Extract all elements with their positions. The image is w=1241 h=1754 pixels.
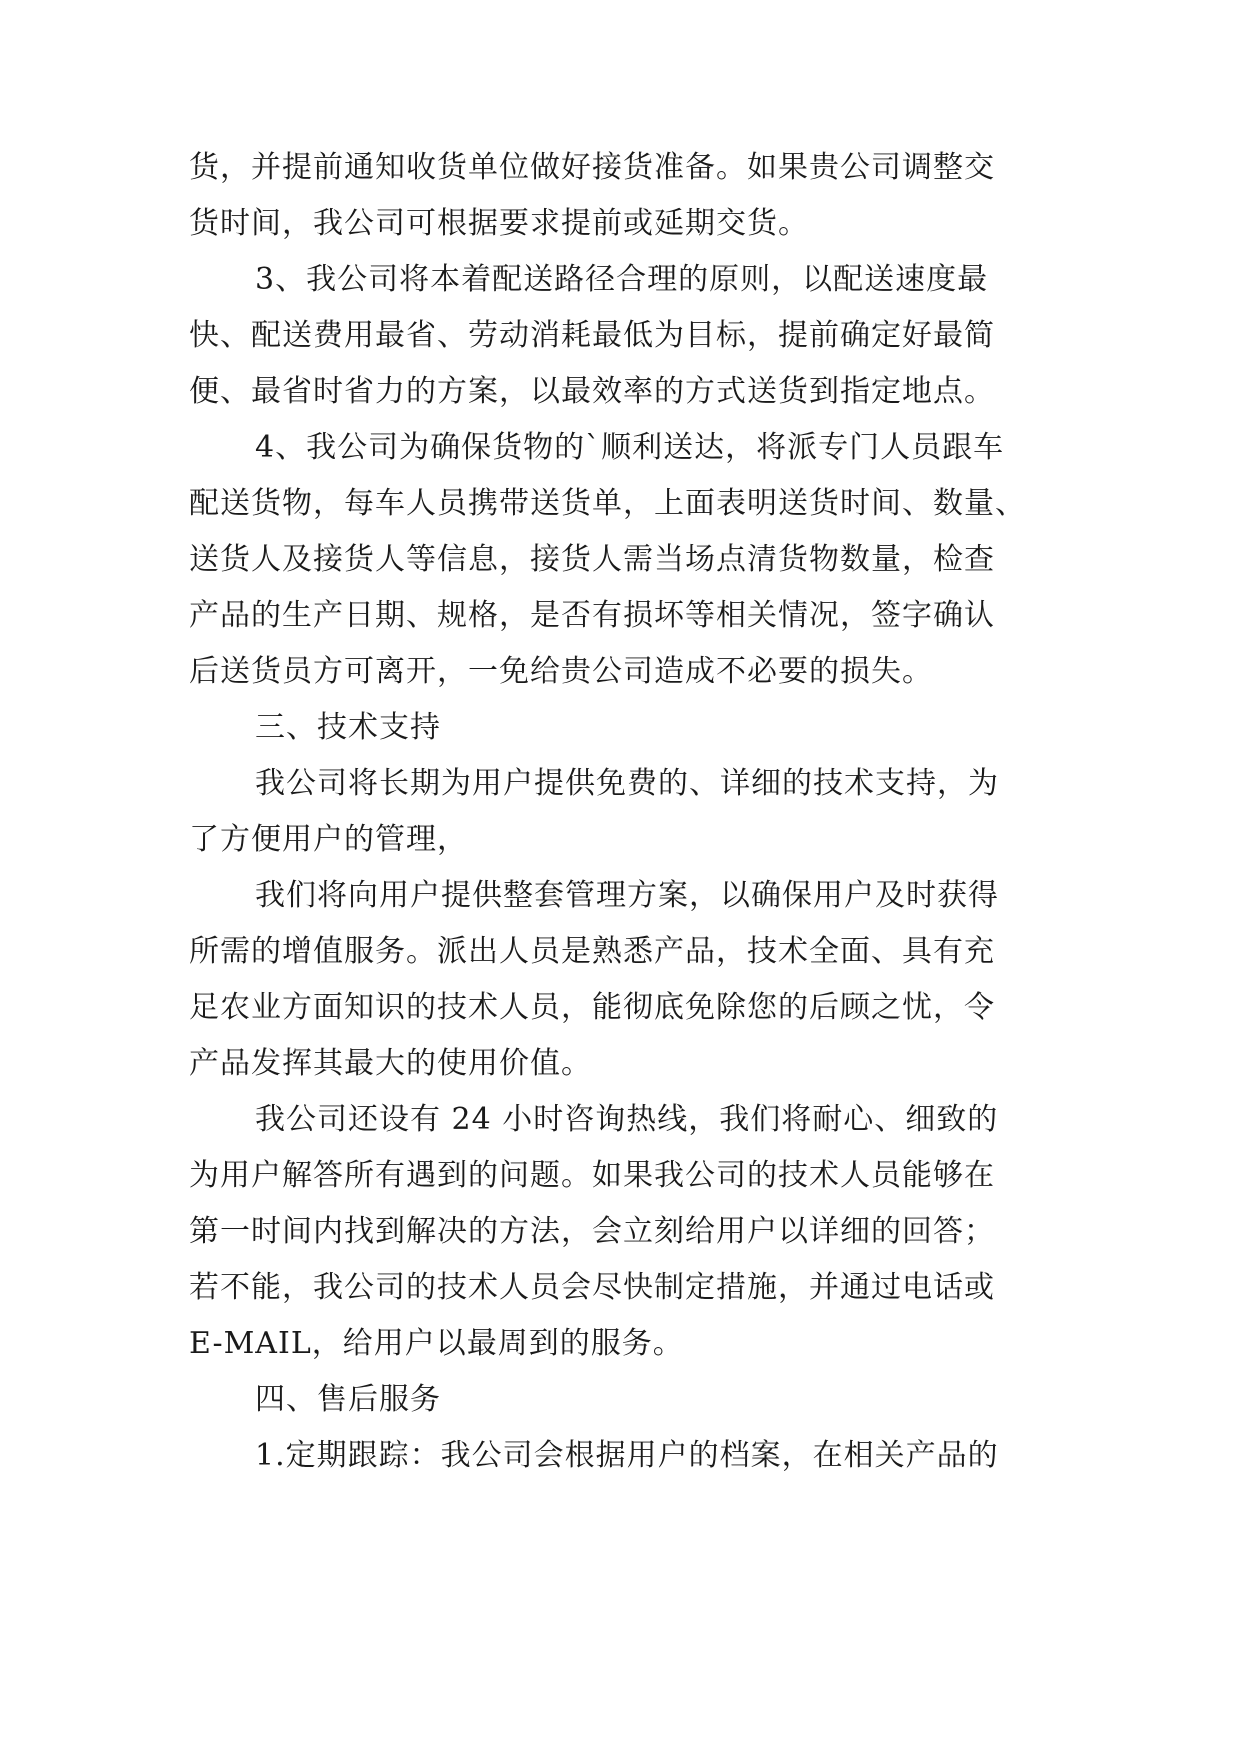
text-line-18: 我公司还设有 24 小时咨询热线，我们将耐心、细致的 xyxy=(255,1102,999,1137)
text-line-15: 所需的增值服务。派出人员是熟悉产品，技术全面、具有充 xyxy=(189,934,995,969)
text-line-6: 4、我公司为确保货物的`顺利送达，将派专门人员跟车 xyxy=(255,430,1005,465)
text-line-14: 我们将向用户提供整套管理方案，以确保用户及时获得 xyxy=(255,878,999,913)
text-line-24: 1.定期跟踪：我公司会根据用户的档案，在相关产品的 xyxy=(255,1438,999,1473)
text-line-20: 第一时间内找到解决的方法，会立刻给用户以详细的回答； xyxy=(189,1214,995,1249)
section-heading-after-sales: 四、售后服务 xyxy=(255,1382,441,1417)
text-line-17: 产品发挥其最大的使用价值。 xyxy=(189,1046,592,1081)
text-line-1: 货，并提前通知收货单位做好接货准备。如果贵公司调整交 xyxy=(189,150,995,185)
text-line-5: 便、最省时省力的方案，以最效率的方式送货到指定地点。 xyxy=(189,374,995,409)
text-line-12: 我公司将长期为用户提供免费的、详细的技术支持，为 xyxy=(255,766,999,801)
text-line-8: 送货人及接货人等信息，接货人需当场点清货物数量，检查 xyxy=(189,542,995,577)
text-line-10: 后送货员方可离开，一免给贵公司造成不必要的损失。 xyxy=(189,654,933,689)
text-line-7: 配送货物，每车人员携带送货单，上面表明送货时间、数量、 xyxy=(189,486,1026,521)
text-line-4: 快、配送费用最省、劳动消耗最低为目标，提前确定好最简 xyxy=(189,318,995,353)
text-line-9: 产品的生产日期、规格，是否有损坏等相关情况，签字确认 xyxy=(189,598,995,633)
text-line-19: 为用户解答所有遇到的问题。如果我公司的技术人员能够在 xyxy=(189,1158,995,1193)
section-heading-tech-support: 三、技术支持 xyxy=(255,710,441,745)
text-line-16: 足农业方面知识的技术人员，能彻底免除您的后顾之忧，令 xyxy=(189,990,995,1025)
text-line-21: 若不能，我公司的技术人员会尽快制定措施，并通过电话或 xyxy=(189,1270,995,1305)
text-line-22: E-MAIL，给用户以最周到的服务。 xyxy=(189,1326,684,1361)
text-line-2: 货时间，我公司可根据要求提前或延期交货。 xyxy=(189,206,809,241)
text-line-13: 了方便用户的管理， xyxy=(189,822,468,857)
text-line-3: 3、我公司将本着配送路径合理的原则，以配送速度最 xyxy=(255,262,989,297)
